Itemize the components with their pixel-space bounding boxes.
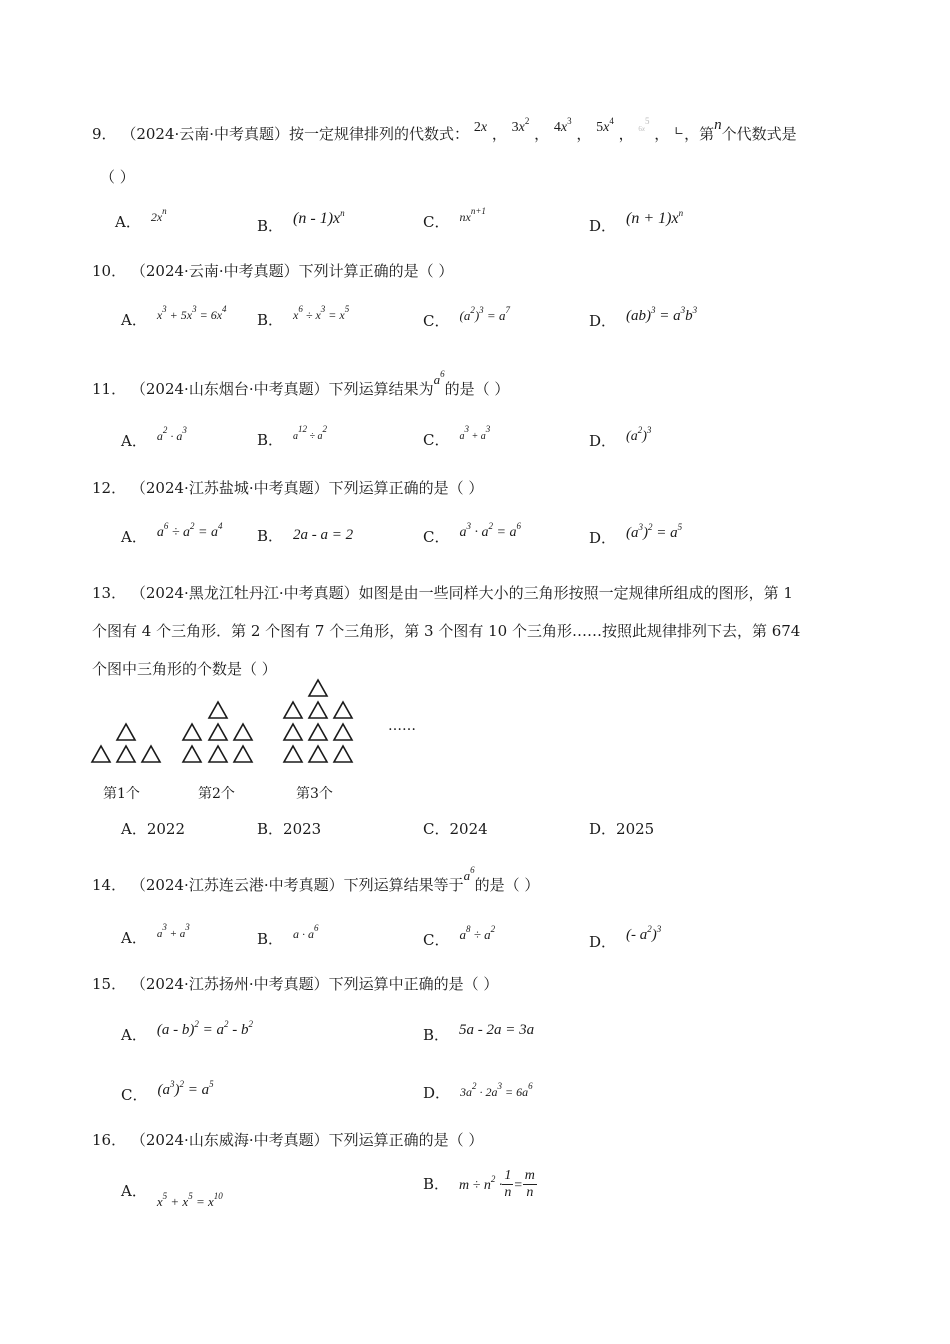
option-b: B． 2a - a = 2 (257, 527, 354, 545)
option-d: D．2025 (589, 820, 655, 838)
question-11: 11． （2024·山东烟台·中考真题）下列运算结果为$a^6$的是（ ） (92, 369, 510, 398)
question-16: 16． （2024·山东威海·中考真题）下列运算正确的是（ ） (92, 1131, 484, 1149)
option-d: D． $3a^2 \cdot 2a^3 = 6a^6$ (423, 1081, 533, 1102)
question-14: 14． （2024·江苏连云港·中考真题）下列运算结果等于$a^6$的是（ ） (92, 865, 540, 894)
math-expression: $6x^5$ (638, 116, 650, 133)
triangle-icon (234, 746, 252, 762)
triangle-icon (117, 724, 135, 740)
option-a: A． $x^3 + 5x^3 = 6x^4$ (121, 304, 227, 329)
triangle-icon (309, 724, 327, 740)
figure-caption-1: 第1个 (103, 786, 140, 802)
option-b: B． $m \div n^2$ · $\frac{1}{n}$ = $\frac{m}{n}$ (423, 1168, 535, 1200)
question-10: 10． （2024·云南·中考真题）下列计算正确的是（ ） (92, 262, 454, 280)
option-a: A． $a^2 \cdot a^3$ (121, 425, 187, 450)
triangle-icon (209, 724, 227, 740)
option-c: C． $nx^{n+1}$ (423, 206, 486, 231)
triangle-icon (309, 746, 327, 762)
option-d: D． (- $a^2)^3$ (589, 924, 662, 951)
option-b: B． $a \cdot a^6$ (257, 923, 319, 948)
triangle-icon (234, 724, 252, 740)
triangle-icon (183, 724, 201, 740)
answer-paren: （ ） (100, 168, 135, 186)
option-d: D． $(ab)^3 = a^3b^3$ (589, 305, 698, 330)
triangle-icon (92, 746, 110, 762)
option-a: A． $a^6 \div a^2 = a^4$ (121, 521, 223, 546)
triangle-icon (284, 746, 302, 762)
math-expression: 2x (473, 120, 488, 135)
question-number: 9． (92, 125, 117, 143)
question-13: 13． （2024·黑龙江牡丹江·中考真题）如图是由一些同样大小的三角形按照一定规律所组成的图形，第 1 个图有 4 个三角形．第 2 个图有 7 个三角形，第 3 个图有 10 个三角形……按照此规律排列下去，第 674 个图中三角形的个数是（ ） (92, 584, 801, 678)
triangle-icon (334, 724, 352, 740)
option-a: A．$x^5 + x^5 = x^{10}$ (121, 1182, 223, 1209)
triangle-icon (284, 702, 302, 718)
figure-caption-3: 第3个 (296, 786, 333, 802)
triangle-icon (334, 702, 352, 718)
figure-ellipsis: …… (388, 718, 416, 734)
triangle-icon (309, 680, 327, 696)
math-expression: $a^6$ (463, 865, 475, 883)
option-c: C． $a^3 \cdot a^2 = a^6$ (423, 521, 521, 546)
triangle-icon (117, 746, 135, 762)
math-expression: $5x^4$ (596, 116, 614, 135)
option-a: A． $(a - b)^2 = a^2 - b^2$ (121, 1019, 253, 1044)
triangle-pattern-figure (88, 676, 368, 768)
option-a: A． $a^3 + a^3$ (121, 922, 190, 947)
triangle-icon (209, 702, 227, 718)
question-15: 15． （2024·江苏扬州·中考真题）下列运算中正确的是（ ） (92, 975, 499, 993)
figure-caption-2: 第2个 (198, 786, 235, 802)
math-expression: $4x^3$ (553, 116, 572, 135)
option-c: C． $(a^3)^2 = a^5$ (121, 1079, 214, 1104)
option-c: C． $(a^2)^3 = a^7$ (423, 305, 510, 330)
math-expression: $a^6$ (433, 369, 445, 387)
option-d: D． $(a^2)^3$ (589, 425, 652, 450)
triangle-icon (284, 724, 302, 740)
ellipsis-glyph: ∟ (674, 124, 685, 138)
math-variable: n (714, 117, 722, 133)
triangle-icon (209, 746, 227, 762)
triangle-icon (334, 746, 352, 762)
option-c: C． $a^8 \div a^2$ (423, 924, 496, 949)
option-c: C．2024 (423, 820, 488, 838)
option-d: D． $(n + 1)x^n$ (589, 208, 684, 235)
triangle-icon (142, 746, 160, 762)
question-source: （2024·云南·中考真题） (121, 125, 290, 143)
option-b: B． $a^{12} \div a^2$ (257, 424, 328, 449)
option-c: C． $a^3 + a^3$ (423, 424, 491, 449)
question-9: 9． （2024·云南·中考真题）按一定规律排列的代数式： 2x ， $3x^2$ ， $4x^3$ ， $5x^4$ ， $6x^5$ ， ∟，第n个代数式是 (92, 116, 797, 143)
option-d: D． $(a^3)^2 = a^5$ (589, 522, 683, 547)
option-a: A．2022 (121, 820, 186, 838)
option-b: B．2023 (257, 820, 322, 838)
option-b: B． $(n - 1)x^n$ (257, 208, 345, 235)
math-expression: $3x^2$ (511, 116, 530, 135)
option-b: B． 5a - 2a = 3a (423, 1022, 535, 1044)
option-b: B． $x^6 \div x^3 = x^5$ (257, 304, 350, 329)
question-text: 按一定规律排列的代数式： (289, 125, 470, 143)
option-a: A． $2x^n$ (115, 206, 167, 231)
triangle-icon (183, 746, 201, 762)
triangle-icon (309, 702, 327, 718)
question-12: 12． （2024·江苏盐城·中考真题）下列运算正确的是（ ） (92, 479, 484, 497)
